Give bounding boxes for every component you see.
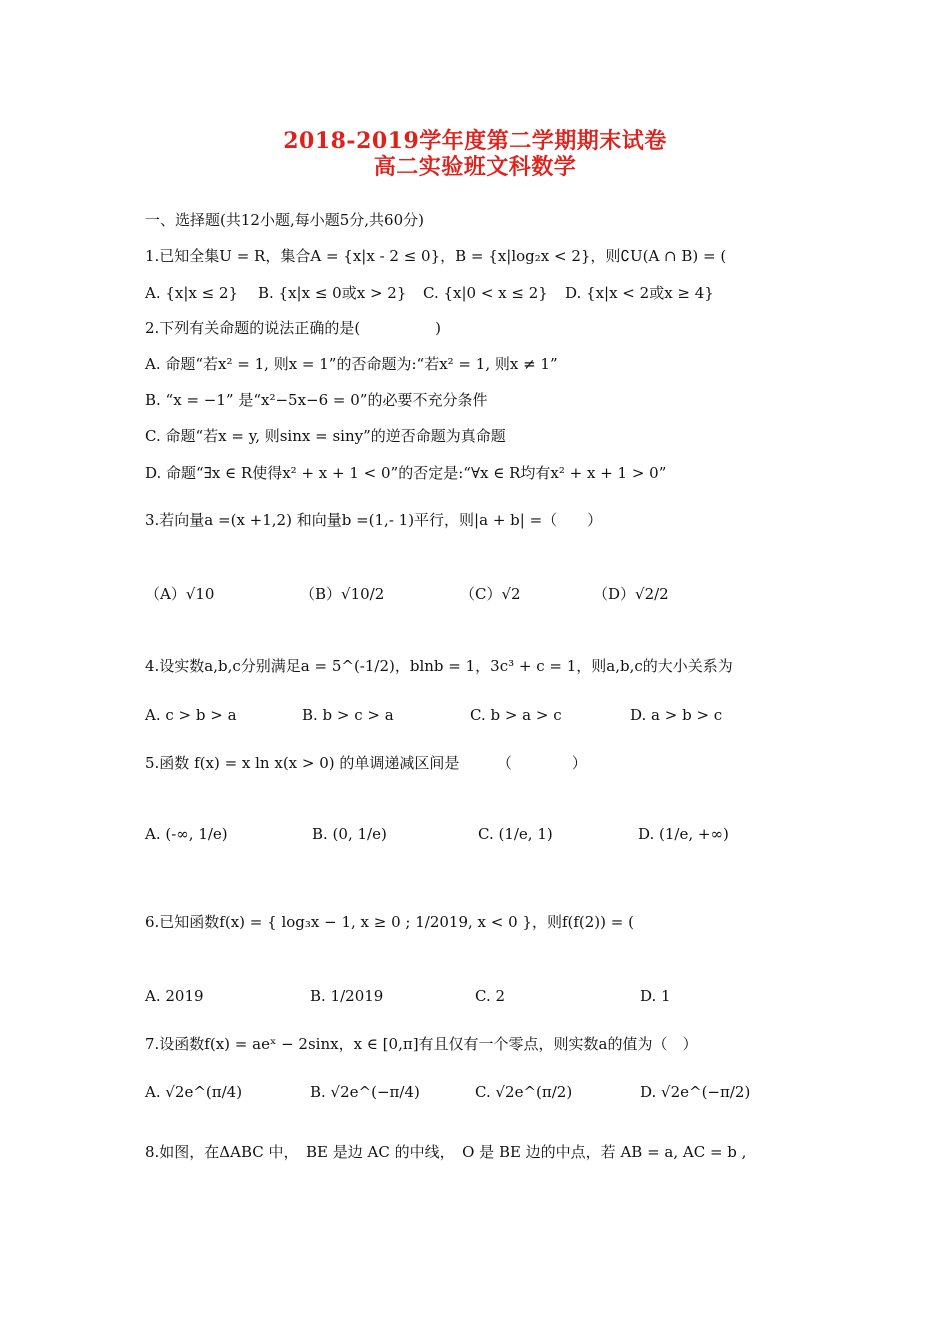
- question-3-option-d: （D）√2/2: [593, 585, 669, 603]
- question-1-option-d: D. {x|x < 2或x ≥ 4}: [565, 284, 714, 302]
- section-heading: 一、选择题(共12小题,每小题5分,共60分): [145, 211, 424, 229]
- question-2-option-d: D. 命题“∃x ∈ R使得x² + x + 1 < 0”的否定是:“∀x ∈ R均有x² + x + 1 > 0”: [145, 464, 667, 482]
- question-2-option-a: A. 命题“若x² = 1, 则x = 1”的否命题为:“若x² = 1, 则x ≠ 1”: [145, 355, 558, 373]
- exam-title: 2018-2019学年度第二学期期末试卷: [283, 128, 667, 154]
- question-7-option-b: B. √2e^(−π/4): [310, 1083, 420, 1101]
- question-5-option-b: B. (0, 1/e): [312, 825, 387, 843]
- question-5-option-c: C. (1/e, 1): [478, 825, 553, 843]
- question-7-option-a: A. √2e^(π/4): [145, 1083, 243, 1101]
- question-2-option-c: C. 命题“若x = y, 则sinx = siny”的逆否命题为真命题: [145, 427, 506, 445]
- question-7-option-c: C. √2e^(π/2): [475, 1083, 573, 1101]
- question-6-stem: 6.已知函数f(x) = { log₃x − 1, x ≥ 0 ; 1/2019, x < 0 }，则f(f(2)) = (: [145, 913, 634, 931]
- question-5-option-d: D. (1/e, +∞): [638, 825, 729, 843]
- question-4-stem: 4.设实数a,b,c分别满足a = 5^(-1/2)，blnb = 1，3c³ + c = 1，则a,b,c的大小关系为: [145, 657, 733, 675]
- exam-subtitle: 高二实验班文科数学: [373, 154, 577, 180]
- question-6-option-a: A. 2019: [145, 987, 204, 1005]
- question-4-option-a: A. c > b > a: [145, 706, 237, 724]
- question-3-option-c: （C）√2: [460, 585, 521, 603]
- question-4-option-b: B. b > c > a: [302, 706, 394, 724]
- question-6-option-d: D. 1: [640, 987, 671, 1005]
- question-4-option-d: D. a > b > c: [630, 706, 723, 724]
- question-7-option-d: D. √2e^(−π/2): [640, 1083, 751, 1101]
- question-1-option-b: B. {x|x ≤ 0或x > 2}: [258, 284, 407, 302]
- question-2-stem: 2.下列有关命题的说法正确的是( ): [145, 319, 442, 337]
- question-6-option-b: B. 1/2019: [310, 987, 384, 1005]
- question-3-option-a: （A）√10: [145, 585, 215, 603]
- question-1-option-a: A. {x|x ≤ 2}: [145, 284, 239, 302]
- question-6-option-c: C. 2: [475, 987, 506, 1005]
- question-1-stem: 1.已知全集U = R，集合A = {x|x - 2 ≤ 0}，B = {x|log₂x < 2}，则∁U(A ∩ B) = (: [145, 247, 727, 265]
- question-3-stem: 3.若向量a =(x +1,2) 和向量b =(1,- 1)平行，则|a + b| =（ ）: [145, 511, 603, 529]
- question-2-option-b: B. “x = −1” 是“x²−5x−6 = 0”的必要不充分条件: [145, 391, 488, 409]
- question-4-option-c: C. b > a > c: [470, 706, 562, 724]
- question-3-option-b: （B）√10/2: [300, 585, 385, 603]
- question-5-stem: 5.函数 f(x) = x ln x(x > 0) 的单调递减区间是 （ ）: [145, 754, 587, 772]
- question-7-stem: 7.设函数f(x) = aeˣ − 2sinx，x ∈ [0,π]有且仅有一个零点，则实数a的值为（ ）: [145, 1035, 698, 1053]
- question-5-option-a: A. (-∞, 1/e): [145, 825, 228, 843]
- question-1-option-c: C. {x|0 < x ≤ 2}: [423, 284, 548, 302]
- question-8-stem: 8.如图，在ΔABC 中， BE 是边 AC 的中线， O 是 BE 边的中点，若 AB = a, AC = b ,: [145, 1143, 747, 1161]
